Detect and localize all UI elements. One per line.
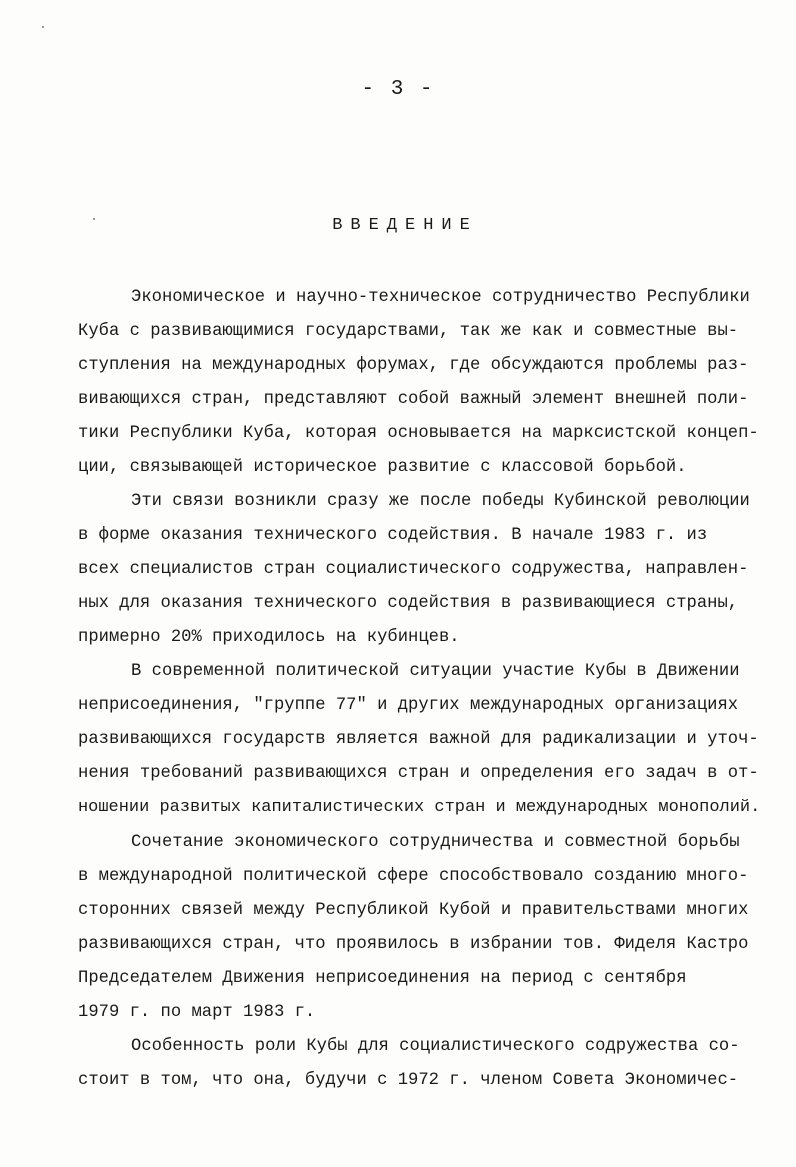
- text-line: вивающихся стран, представляют собой важный элемент внешней поли-: [78, 390, 749, 409]
- text-line: тики Республики Куба, которая основывается на марксистской концеп-: [78, 424, 759, 443]
- text-line: Экономическое и научно-техническое сотрудничество Республики: [131, 288, 750, 307]
- text-line: развивающихся стран, что проявилось в избрании тов. Фиделя Кастро: [78, 935, 749, 954]
- text-line: сторонних связей между Республикой Кубой и правительствами многих: [78, 901, 749, 920]
- text-line: Особенность роли Кубы для социалистического содружества со-: [131, 1037, 740, 1056]
- scan-speck: [42, 26, 44, 28]
- text-line: Куба с развивающимися государствами, так же как и совместные вы-: [78, 322, 739, 341]
- text-line: Эти связи возникли сразу же после победы Кубинской революции: [131, 492, 750, 511]
- text-line: в форме оказания технического содействия. В начале 1983 г. из: [78, 526, 708, 545]
- text-line: неприсоединения, "группе 77" и других международных организациях: [78, 696, 739, 715]
- text-line: нения требований развивающихся стран и определения его задач в от-: [78, 764, 759, 783]
- text-line: Сочетание экономического сотрудничества и совместной борьбы: [131, 833, 740, 852]
- section-heading: ВВЕДЕНИЕ: [332, 216, 478, 235]
- text-line: всех специалистов стран социалистического содружества, направлен-: [78, 560, 749, 579]
- text-line: Председателем Движения неприсоединения на период с сентября: [78, 969, 687, 988]
- text-line: стоит в том, что она, будучи с 1972 г. членом Совета Экономичес-: [78, 1071, 739, 1090]
- text-line: 1979 г. по март 1983 г.: [78, 1003, 316, 1022]
- text-line: в международной политической сфере способствовало созданию много-: [78, 867, 749, 886]
- text-line: ных для оказания технического содействия в развивающиеся страны,: [78, 594, 739, 613]
- text-line: ношении развитых капиталистических стран и международных монополий.: [78, 798, 761, 817]
- text-line: ступления на международных форумах, где обсуждаются проблемы раз-: [78, 356, 749, 375]
- text-line: В современной политической ситуации участие Кубы в Движении: [131, 662, 740, 681]
- text-line: развивающихся государств является важной для радикализации и уточ-: [78, 730, 759, 749]
- page-number: - 3 -: [361, 78, 435, 101]
- text-line: примерно 20% приходилось на кубинцев.: [78, 628, 460, 647]
- text-line: ции, связывающей историческое развитие с классовой борьбой.: [78, 458, 687, 477]
